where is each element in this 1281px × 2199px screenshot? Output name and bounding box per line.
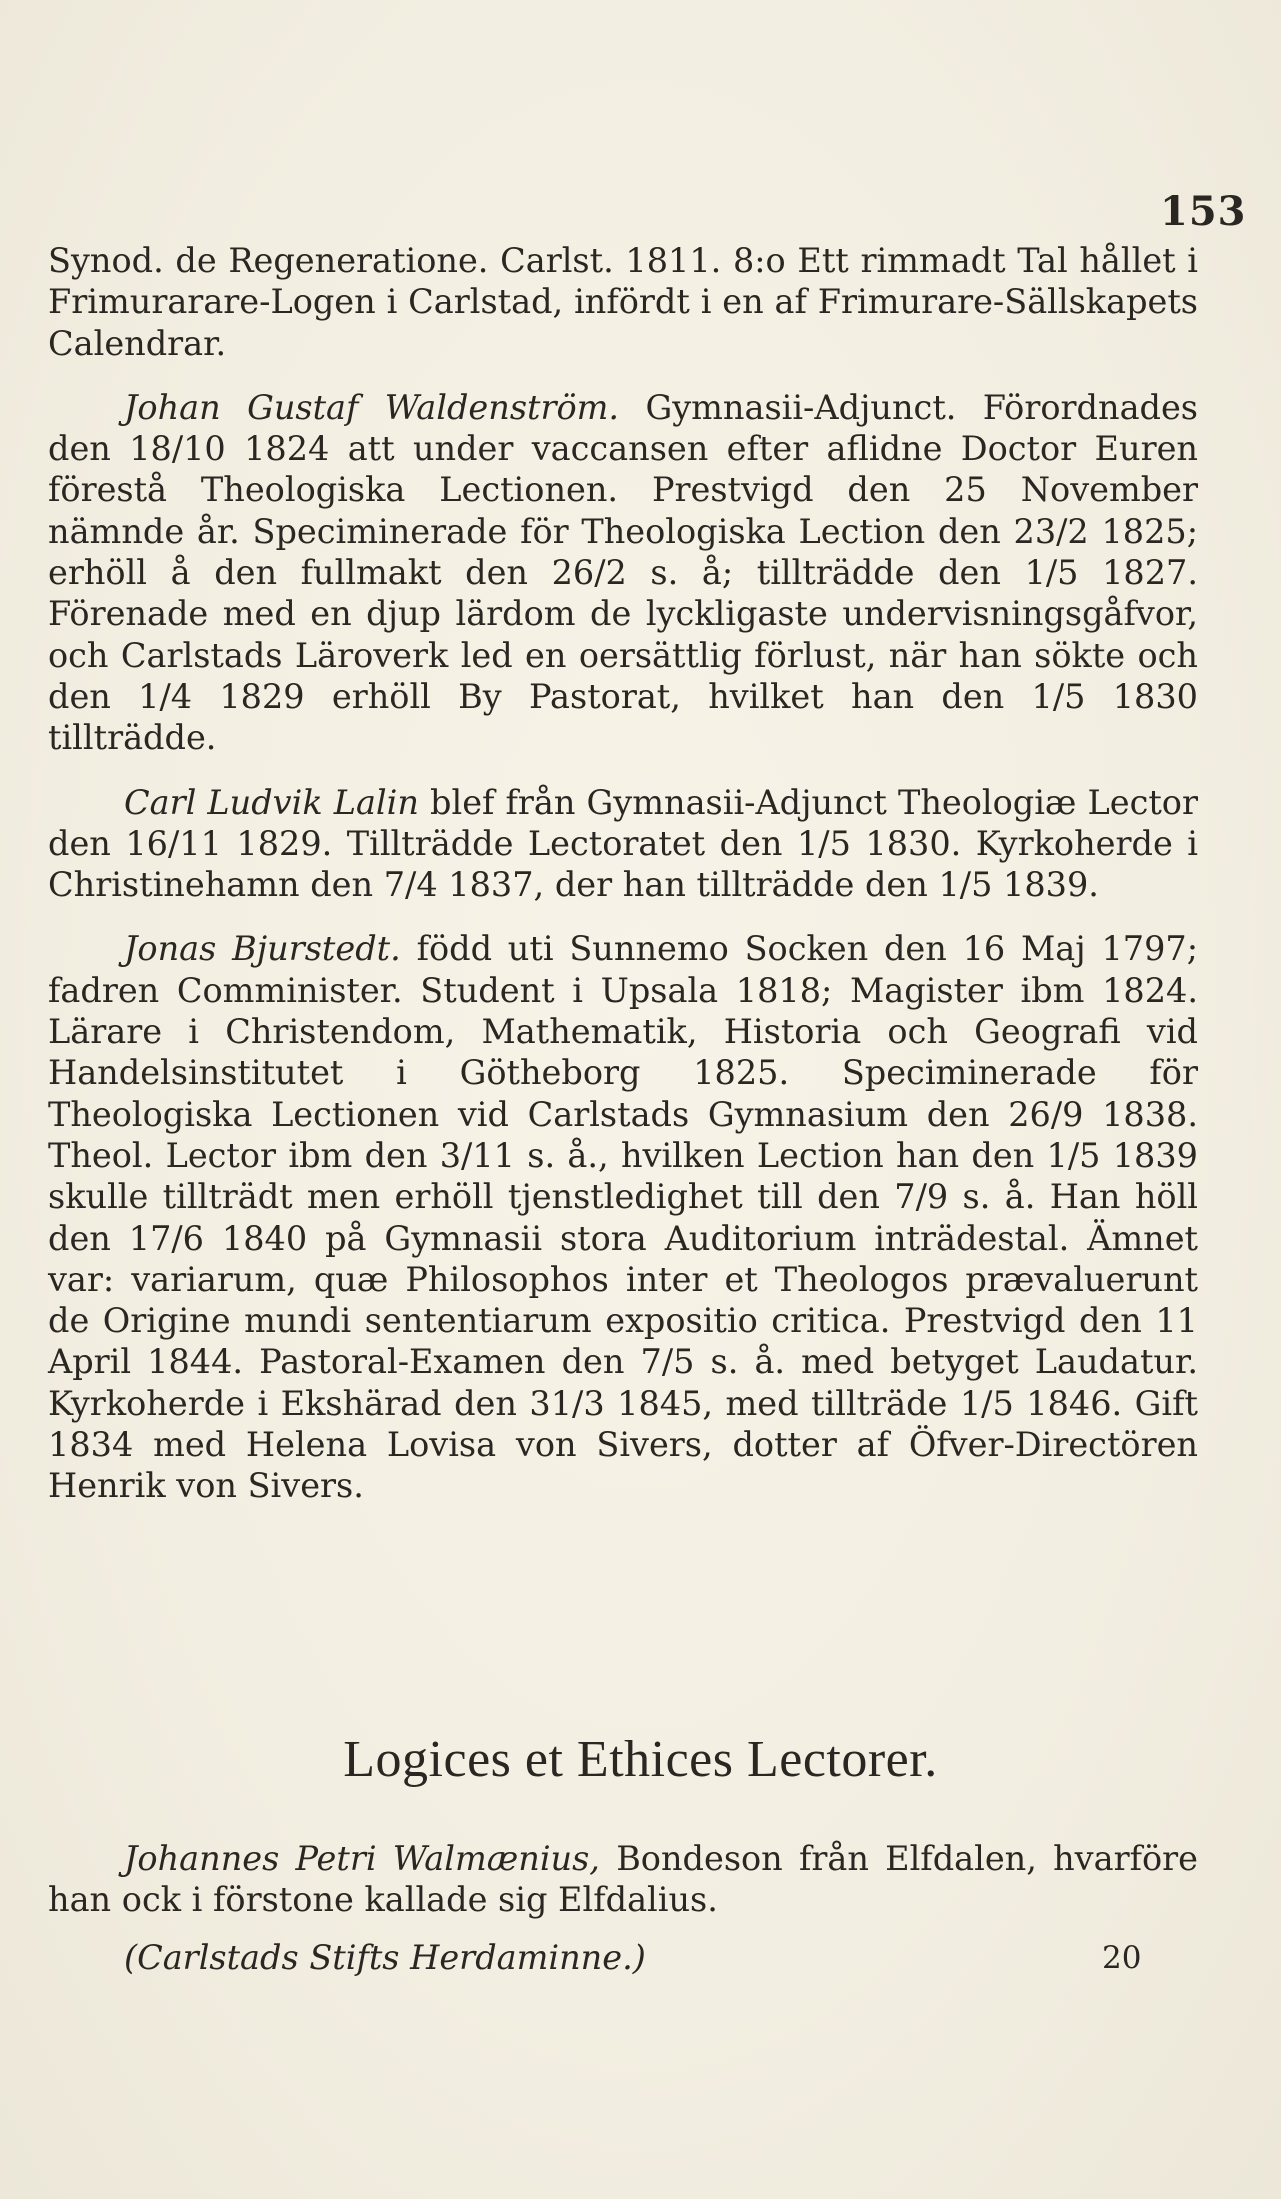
entry-paragraph <box>48 387 1198 759</box>
entry-text: blef från Gymnasii-Adjunct Theologiæ Lector den 16/11 1829. Tillträdde Lectoratet den 1/5 1830. Kyrkoherde i Christinehamn den 7/4 1837, der han tillträdde den 1/5 1839. <box>48 782 1198 905</box>
running-footer: (Carlstads Stifts Herdaminne.) <box>124 1938 646 1977</box>
page-number: 153 <box>1160 188 1247 235</box>
intro-paragraph: Synod. de Regeneratione. Carlst. 1811. 8:o Ett rimmadt Tal hållet i Frimurarare-Logen i Carlstad, infördt i en af Frimurare-Sällskapets Calendrar. <box>48 241 1198 363</box>
entry-name: Jonas Bjurstedt. <box>124 929 401 969</box>
entry-name: Johannes Petri Walmænius, <box>124 1839 600 1878</box>
entry-paragraph <box>48 782 1198 906</box>
main-text-block <box>48 240 1198 1507</box>
signature-mark: 20 <box>1102 1940 1142 1976</box>
last-entry-block <box>48 1838 1198 1921</box>
section-heading: Logices et Ethices Lectorer. <box>343 1731 938 1788</box>
entry-text: Bondeson från Elfdalen, hvarföre han ock i förstone kallade sig Elfdalius. <box>48 1839 1198 1920</box>
entry-text: Gymnasii-Adjunct. Förordnades den 18/10 1824 att under vaccansen efter aflidne Doctor Euren förestå Theologiska Lectionen. Prestvigd den 25 November nämnde år. Speciminerade för Theologiska Lection den 23/2 1825; erhöll å den fullmakt den 26/2 s. å; tillträdde den 1/5 1827. Förenade med en djup lärdom de lyckligaste undervisningsgåfvor, och Carlstads Läroverk led en oersättlig förlust, när han sökte och den 1/4 1829 erhöll By Pastorat, hvilket han den 1/5 1830 tillträdde. <box>48 387 1198 758</box>
entry-paragraph <box>48 1838 1198 1921</box>
entry-name: Carl Ludvik Lalin <box>124 782 419 822</box>
entry-text: född uti Sunnemo Socken den 16 Maj 1797; fadren Comminister. Student i Upsala 1818; Magister ibm 1824. Lärare i Christendom, Mathematik, Historia och Geografi vid Handelsinstitutet i Götheborg 1825. Speciminerade för Theologiska Lectionen vid Carlstads Gymnasium den 26/9 1838. Theol. Lector ibm den 3/11 s. å., hvilken Lection han den 1/5 1839 skulle tillträdt men erhöll tjenstledighet till den 7/9 s. å. Han höll den 17/6 1840 på Gymnasii stora Auditorium inträdestal. Ämnet var: variarum, quæ Philosophos inter et Theologos prævaluerunt de Origine mundi sententiarum expositio critica. Prestvigd den 11 April 1844. Pastoral-Examen den 7/5 s. å. med betyget Laudatur. Kyrkoherde i Ekshärad den 31/3 1845, med tillträde 1/5 1846. Gift 1834 med Helena Lovisa von Sivers, dotter af Öfver-Directören Henrik von Sivers. <box>48 929 1198 1506</box>
entry-paragraph <box>48 928 1198 1506</box>
entry-name: Johan Gustaf Waldenström. <box>124 387 620 427</box>
